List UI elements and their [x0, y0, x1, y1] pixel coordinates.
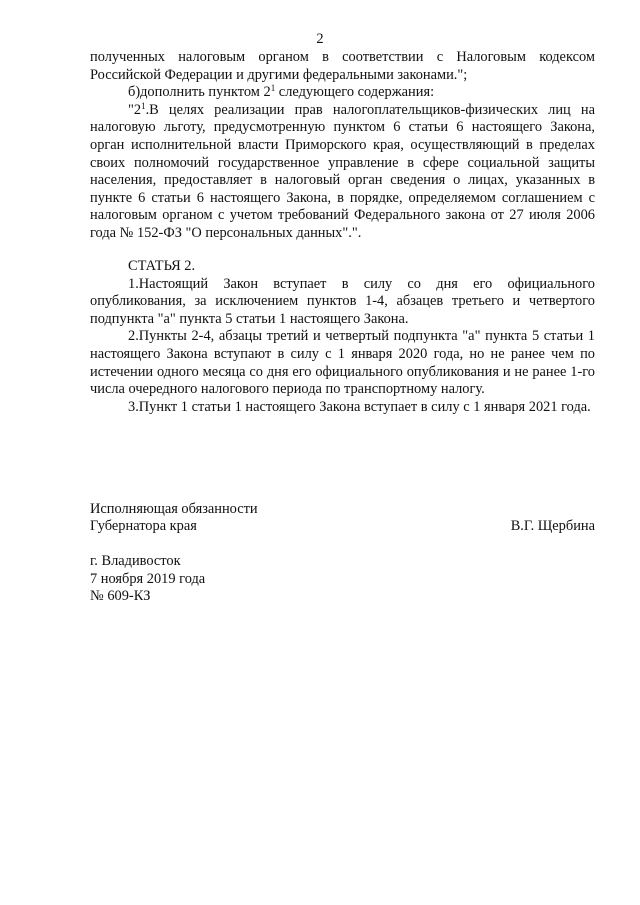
point-2-1 — [90, 102, 595, 243]
point-2-1-prefix: "2 — [128, 101, 142, 118]
paragraph-b-intro — [90, 84, 595, 102]
point-2-1-text: .В целях реализации прав налогоплательщиков-физических лиц на налоговую льготу, предусмотренную пунктом 6 статьи 6 настоящего Закона, орган исполнительной власти Приморского края, осуществляющий в пределах своих полномочий государственное управление в сфере социальной защиты населения, предоставляет в налоговый орган сведения о лицах, указанных в пункте 6 статьи 6 настоящего Закона, в порядке, определяемом соглашением с налоговым органом с учетом требований Федерального закона от 27 июля 2006 года № 152-ФЗ "О персональных данных".". — [90, 101, 595, 241]
paragraph-a-tail: полученных налоговым органом в соответствии с Налоговым кодексом Российской Федерации и другими федеральными законами."; — [90, 49, 595, 83]
signature-name: В.Г. Щербина — [510, 518, 595, 534]
article-2-item-2: 2.Пункты 2-4, абзацы третий и четвертый подпункта "а" пункта 5 статьи 1 настоящего Закона вступают в силу с 1 января 2020 года, но не ранее чем по истечении одного месяца со дня его официального опубликования и не ранее 1-го числа очередного налогового периода по транспортному налогу. — [90, 328, 595, 398]
article-2-item-1: 1.Настоящий Закон вступает в силу со дня его официального опубликования, за исключением пунктов 1-4, абзацев третьего и четвертого подпункта "а" пункта 5 статьи 1 настоящего Закона. — [90, 275, 595, 327]
point-2-1-sup: 1 — [141, 100, 146, 111]
article-heading: СТАТЬЯ 2. — [128, 258, 196, 274]
article-2 — [90, 258, 595, 416]
footer-city: г. Владивосток — [90, 553, 181, 569]
paragraph-b-intro-post: следующего содержания: — [275, 84, 435, 101]
page-number: 2 — [316, 31, 324, 47]
article-2-item-3: 3.Пункт 1 статьи 1 настоящего Закона вступает в силу с 1 января 2021 года. — [128, 398, 591, 415]
paragraph-b-intro-pre: б)дополнить пунктом 2 — [128, 84, 271, 101]
paragraph-b-intro-sup: 1 — [270, 83, 276, 94]
footer-number: № 609-КЗ — [90, 588, 151, 605]
signature-title-line2: Губернатора края — [90, 518, 197, 534]
signature-title-line1: Исполняющая обязанности — [90, 501, 258, 517]
main-text — [90, 49, 595, 243]
footer-date: 7 ноября 2019 года — [90, 570, 206, 587]
footer-block — [90, 553, 595, 606]
signature-row — [90, 518, 595, 536]
